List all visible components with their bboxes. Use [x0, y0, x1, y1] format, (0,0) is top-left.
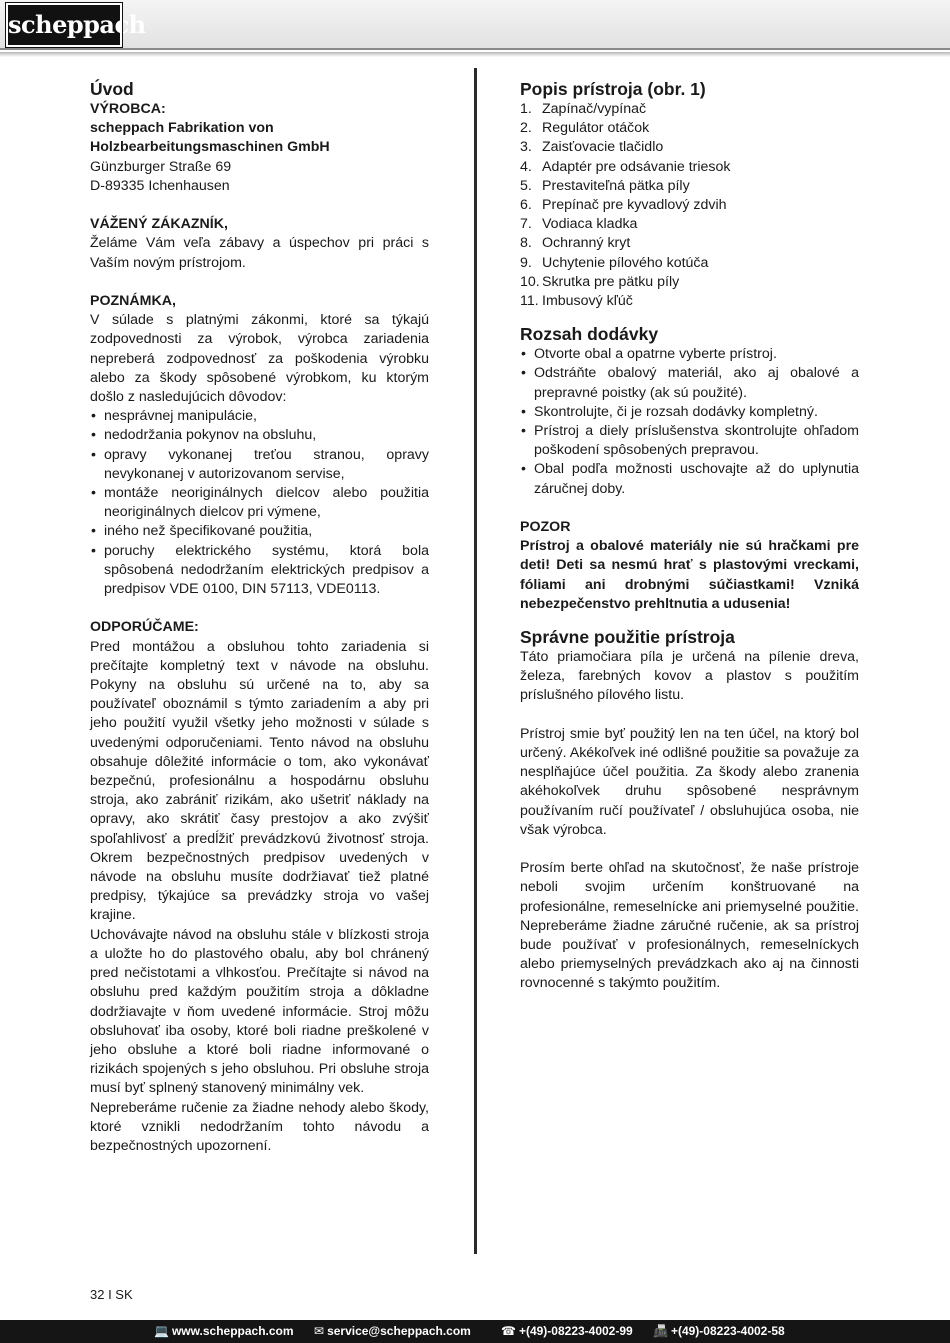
note-list: [90, 407, 429, 599]
item-text: Imbusový kľúč: [542, 293, 633, 310]
item-text: Uchytenie pílového kotúča: [542, 254, 709, 271]
note-text: V súlade s platnými zákonmi, ktoré sa týkajú zodpovednosti za výrobok, výrobca zariadenia nepreberá zodpovednosť za poškodenia výrobku alebo za škody spôsobené výrobkom, ku ktorým došlo z nasledujúcich dôvodov:: [90, 312, 429, 406]
recommend-paragraph: Pred montážou a obsluhou tohto zariadenia si prečítajte kompletný text v návode na obsluhu. Pokyny na obsluhu sú určené na to, aby sa používateľ oboznámil s týmto zariadením a aby pri jeho použití využil všetky jeho možnosti v súlade s uvedenými odporučeniami. Tento návod na obsluhu obsahuje dôležité informácie o tom, ako vykonávať bezpečnú, profesionálnu a hospodárnu obsluhu stroja, ako zabrániť rizikám, ako ušetriť náklady na opravy, ako skrátiť časy prestojov a ako zvýšiť spoľahlivosť a predĺžiť prevádzkovú životnosť stroja. Okrem bezpečnostných predpisov uvedených v návode na obsluhu musíte dodržiavať tiež platné predpisy, týkajúce sa prevádzky stroja vo vašej krajine.: [90, 638, 429, 924]
recommend-label: ODPORÚČAME:: [90, 619, 199, 636]
proper-use-paragraph: Táto priamočiara píla je určená na pílenie dreva, železa, farebných kovov a plastov s použitím príslušného pílového listu.: [520, 649, 859, 704]
list-item: • poruchy elektrického systému, ktorá bola spôsobená nedodržaním elektrických predpisov a predpisov VDE 0100, DIN 57113, VDE0113.: [90, 542, 429, 600]
note-label: POZNÁMKA,: [90, 293, 176, 309]
right-column: [520, 78, 859, 994]
list-item: • Otvorte obal a opatrne vyberte prístroj.: [520, 345, 859, 364]
caution-label: POZOR: [520, 519, 571, 536]
item-number: 1.: [520, 101, 532, 117]
description-heading: Popis prístroja (obr. 1): [520, 79, 706, 99]
proper-use-paragraph: Prosím berte ohľad na skutočnosť, že naše prístroje neboli svojim určením konštruované na profesionálne, remeselnícke ani priemyselné použitie. Nepreberáme žiadne záručné ručenie, ak sa prístroj bude používať v profesionálnych, remeselníckych alebo priemyselných prevádzkach ako aj na činnosti rovnocenné s takýmto použitím.: [520, 860, 859, 992]
list-item: [520, 254, 859, 273]
item-text: Adaptér pre odsávanie triesok: [542, 158, 731, 175]
item-text: Vodiaca kladka: [542, 216, 638, 233]
address-line: D-89335 Ichenhausen: [90, 177, 230, 194]
list-item: [520, 215, 859, 234]
list-item: [520, 100, 859, 119]
scope-list: [520, 345, 859, 499]
footer-web[interactable]: [154, 1320, 294, 1343]
dear-customer-label: VÁŽENÝ ZÁKAZNÍK,: [90, 216, 228, 233]
header-shadow: [0, 52, 950, 57]
item-number: 8.: [520, 235, 532, 252]
footer-email[interactable]: [314, 1320, 471, 1343]
list-item: • Prístroj a diely príslušenstva skontrolujte ohľadom poškodení spôsobených prepravou.: [520, 422, 859, 460]
scheppach-logo: scheppach: [6, 3, 122, 47]
proper-use-heading: Správne použitie prístroja: [520, 627, 735, 648]
item-number: 7.: [520, 216, 532, 233]
item-number: 9.: [520, 254, 532, 271]
address-line: Günzburger Straße 69: [90, 158, 232, 175]
manufacturer-label: VÝROBCA:: [90, 101, 166, 117]
item-text: Zapínač/vypínač: [542, 101, 647, 117]
list-item: • nedodržania pokynov na obsluhu,: [90, 426, 429, 445]
fax-icon: 📠: [653, 1324, 668, 1338]
list-item: [520, 158, 859, 177]
recommend-paragraph: Uchovávajte návod na obsluhu stále v blízkosti stroja a uložte ho do plastového obalu, aby bol chránený pred nečistotami a vlhkosťou. Prečítajte si návod na obsluhu pred každým použitím stroja a dôkladne dodržiavajte v ňom uvedené informácie. Stroj môžu obsluhovať iba osoby, ktoré boli riadne preškolené v jeho obsluhe a ktoré boli riadne informované o rizikách spojených s jeho obsluhou. Pri obsluhe stroja musí byť splnený stanovený minimálny vek.: [90, 926, 429, 1097]
dear-customer-text: Želáme Vám veľa zábavy a úspechov pri práci s Vaším novým prístrojom.: [90, 235, 429, 271]
page-number: 32 I SK: [90, 1287, 133, 1302]
item-text: Ochranný kryt: [542, 235, 631, 252]
item-number: 6.: [520, 197, 532, 214]
caution-text: Prístroj a obalové materiály nie sú hračkami pre deti! Deti sa nesmú hrať s plastovými vreckami, fóliami ani drobnými súčiastkami! Vzniká nebezpečenstvo prehltnutia a udusenia!: [520, 538, 859, 612]
list-item: • Skontrolujte, či je rozsah dodávky kompletný.: [520, 403, 859, 422]
footer-phone-text: +(49)-08223-4002-99: [518, 1324, 633, 1338]
item-number: 2.: [520, 120, 532, 137]
list-item: • montáže neoriginálnych dielcov alebo použitia neoriginálnych dielcov pri výmene,: [90, 484, 429, 522]
manufacturer-name-line: Holzbearbeitungsmaschinen GmbH: [90, 139, 330, 156]
footer-fax: [653, 1320, 785, 1343]
column-divider: [474, 68, 477, 1254]
list-item: • Obal podľa možnosti uschovajte až do uplynutia záručnej doby.: [520, 460, 859, 498]
footer-bar: [0, 1320, 950, 1343]
list-item: [520, 119, 859, 138]
list-item: [520, 177, 859, 196]
list-item: [520, 292, 859, 311]
item-text: Regulátor otáčok: [542, 120, 650, 137]
footer-email-text: service@scheppach.com: [327, 1324, 471, 1338]
list-item: [520, 234, 859, 253]
computer-icon: 💻: [154, 1324, 169, 1338]
item-number: 10.: [520, 273, 540, 290]
phone-icon: ☎: [501, 1324, 516, 1338]
item-text: Prepínač pre kyvadlový zdvih: [542, 197, 727, 214]
intro-heading: Úvod: [90, 79, 134, 99]
item-number: 11.: [520, 293, 539, 310]
list-item: [520, 273, 859, 292]
list-item: • nesprávnej manipulácie,: [90, 407, 429, 426]
list-item: [520, 196, 859, 215]
list-item: [520, 138, 859, 157]
manufacturer-name-line: scheppach Fabrikation von: [90, 120, 274, 137]
mail-icon: ✉: [314, 1324, 325, 1338]
item-text: Skrutka pre pätku píly: [542, 273, 680, 290]
recommend-paragraph: Nepreberáme ručenie za žiadne nehody alebo škody, ktoré vznikli nedodržaním tohto návodu a bezpečnostných upozornení.: [90, 1099, 429, 1154]
item-text: Zaisťovacie tlačidlo: [542, 139, 664, 156]
footer-web-text: www.scheppach.com: [171, 1324, 294, 1338]
scope-heading: Rozsah dodávky: [520, 324, 659, 345]
list-item: • opravy vykonanej treťou stranou, opravy nevykonanej v autorizovanom servise,: [90, 446, 429, 484]
item-text: Prestaviteľná pätka píly: [542, 177, 690, 194]
item-number: 4.: [520, 158, 532, 175]
item-number: 3.: [520, 139, 532, 156]
list-item: • iného než špecifikované použitia,: [90, 522, 429, 541]
parts-list: [520, 100, 859, 311]
left-column: [90, 78, 429, 1156]
proper-use-paragraph: Prístroj smie byť použitý len na ten účel, na ktorý bol určený. Akékoľvek iné odlišné použitie sa považuje za nesplňajúce účel použitia. Za škody alebo zranenia akéhokoľvek druhu spôsobené nesprávnym používaním ručí používateľ / obsluhujúca osoba, nie však výrobca.: [520, 725, 859, 838]
footer-fax-text: +(49)-08223-4002-58: [670, 1324, 785, 1338]
footer-phone: [501, 1320, 633, 1343]
item-number: 5.: [520, 177, 532, 194]
list-item: • Odstráňte obalový materiál, ako aj obalové a prepravné poistky (ak sú použité).: [520, 364, 859, 402]
